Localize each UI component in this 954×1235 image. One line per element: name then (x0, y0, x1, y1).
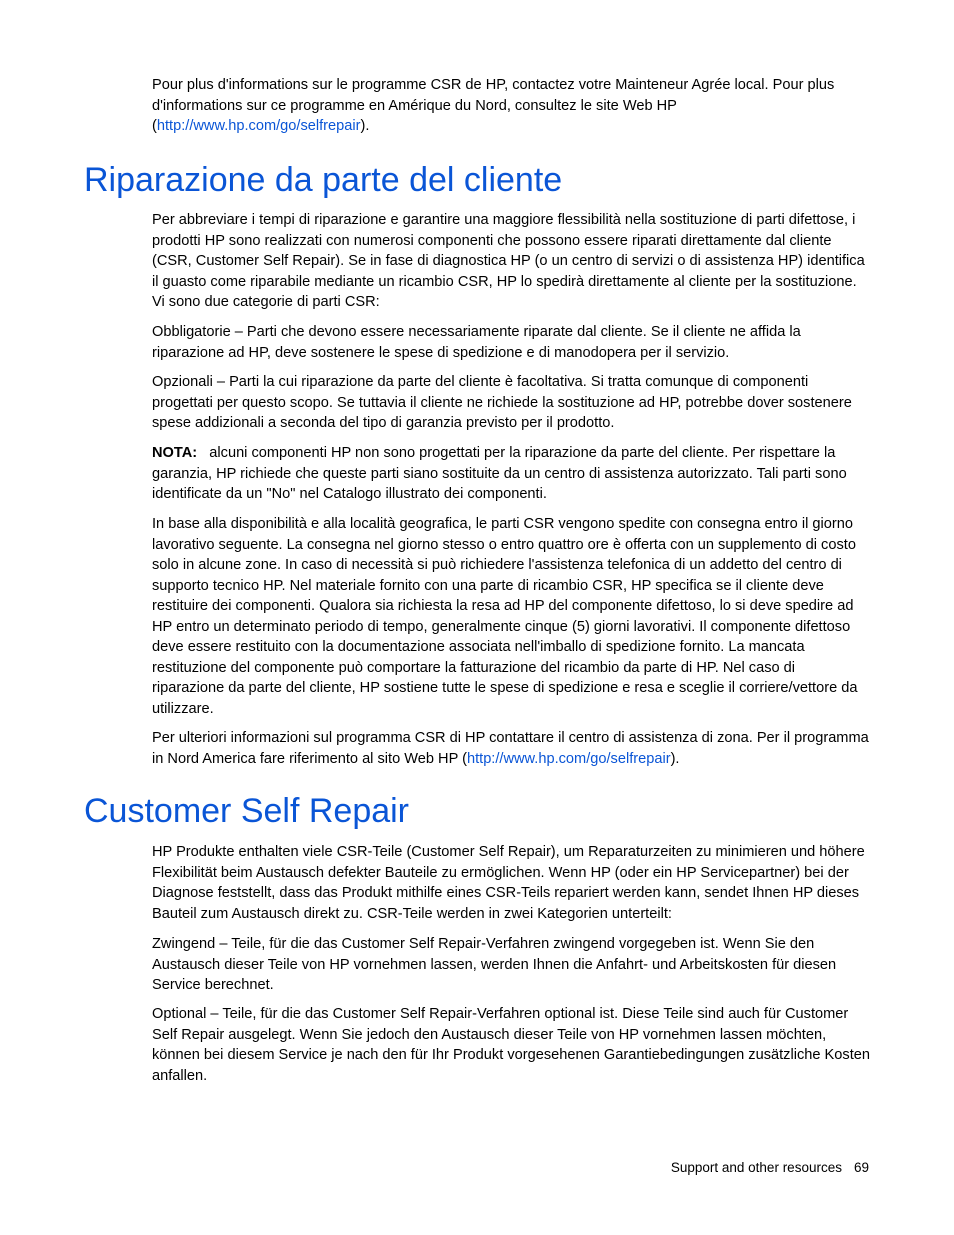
selfrepair-link[interactable]: http://www.hp.com/go/selfrepair (466, 750, 671, 767)
german-paragraph-2 (152, 934, 870, 996)
intro-text: Pour plus d'informations sur le programme CSR de HP, contactez votre Mainteneur Agrée local. Pour plus d'informations sur ce programme en Amérique du Nord, consultez le site Web HP ( (152, 77, 835, 134)
italian-paragraph-5 (152, 728, 870, 769)
paragraph-text: Per ulteriori informazioni sul programma CSR di HP contattare il centro di assistenza di zona. Per il programma in Nord America fare riferimento al sito Web HP ( (152, 730, 869, 767)
paragraph-text: Zwingend – Teile, für die das Customer Self Repair-Verfahren zwingend vorgegeben ist. Wenn Sie den Austausch dieser Teile von HP vornehmen lassen, werden Ihnen die Anfahrt- und Arbeitskosten für diesen Service berechnet. (152, 936, 837, 993)
paragraph-text: Optional – Teile, für die das Customer Self Repair-Verfahren optional ist. Diese Teile sind auch für Customer Self Repair ausgelegt. Wenn Sie jedoch den Austausch dieser Teile von HP vornehmen lassen möchten, können bei diesem Service je nach den für Ihr Produkt vorgesehenen Garantiebedingungen zusätzliche Kosten anfallen. (152, 1006, 870, 1084)
paragraph-text: In base alla disponibilità e alla località geografica, le parti CSR vengono spedite con consegna entro il giorno lavorativo seguente. La consegna nel giorno stesso o entro quattro ore è offerta con un supplemento di costo solo in alcune zone. In caso di necessità si può richiedere l'assistenza telefonica di un addetto del centro di supporto tecnico HP. Nel materiale fornito con una parte di ricambio CSR, HP specifica se il cliente deve restituire dei componenti. Qualora sia richiesta la resa ad HP del componente difettoso, lo si deve spedire ad HP entro un determinato periodo di tempo, generalmente cinque (5) giorni lavorativi. Il componente difettoso deve essere restituito con la documentazione associata nell'imballo di spedizione fornito. La mancata restituzione del componente può comportare la fatturazione del ricambio da parte di HP. Nel caso di riparazione da parte del cliente, HP sostiene tutte le spese di spedizione e resa e sceglie il corriere/vettore da utilizzare. (152, 516, 858, 717)
italian-paragraph-4 (152, 514, 870, 719)
paragraph-text: Obbligatorie – Parti che devono essere necessariamente riparate dal cliente. Se il cliente ne affida la riparazione ad HP, deve sostenere le spese di spedizione e di manodopera per il servizio. (152, 324, 801, 361)
section-heading-italian: Riparazione da parte del cliente (84, 161, 563, 199)
note-text: alcuni componenti HP non sono progettati per la riparazione da parte del cliente. Per rispettare la garanzia, HP richiede che queste parti siano sostituite da un centro di assistenza autorizzato. Tali parti sono identificate da un "No" nel Catalogo illustrato dei componenti. (152, 445, 847, 502)
section-heading-german: Customer Self Repair (84, 792, 410, 830)
german-paragraph-3 (152, 1004, 870, 1086)
page-number: 69 (853, 1160, 869, 1175)
paragraph-text: Per abbreviare i tempi di riparazione e garantire una maggiore flessibilità nella sostituzione di parti difettose, i prodotti HP sono realizzati con numerosi componenti che possono essere riparati direttamente dal cliente (CSR, Customer Self Repair). Se in fase di diagnostica HP (o un centro di servizi o di assistenza HP) identifica il guasto come riparabile mediante un ricambio CSR, HP lo spedirà direttamente al cliente per la sostituzione. Vi sono due categorie di parti CSR: (152, 212, 865, 310)
intro-paragraph (152, 75, 870, 137)
italian-paragraph-2 (152, 322, 870, 363)
selfrepair-link[interactable]: http://www.hp.com/go/selfrepair (156, 118, 361, 134)
german-paragraph-1 (152, 842, 870, 924)
intro-after: ). (360, 118, 370, 134)
note-label: NOTA: (152, 445, 198, 461)
note-block (152, 443, 870, 505)
paragraph-text: HP Produkte enthalten viele CSR-Teile (Customer Self Repair), um Reparaturzeiten zu minimieren und höhere Flexibilität beim Austausch defekter Bauteile zu ermöglichen. Wenn HP (oder ein HP Servicepartner) bei der Diagnose feststellt, dass das Produkt mithilfe eines CSR-Teils repariert werden kann, sendet Ihnen HP dieses Bauteil zum Austausch direkt zu. CSR-Teile werden in zwei Kategorien unterteilt: (152, 844, 865, 922)
paragraph-text: Opzionali – Parti la cui riparazione da parte del cliente è facoltativa. Si tratta comunque di componenti progettati per questo scopo. Se tuttavia il cliente ne richiede la sostituzione ad HP, potrebbe dover sostenere spese addizionali a seconda del tipo di garanzia previsto per il prodotto. (152, 374, 852, 431)
italian-paragraph-1 (152, 210, 870, 313)
footer-section-title: Support and other resources (670, 1160, 842, 1175)
italian-paragraph-3 (152, 372, 870, 434)
paragraph-after: ). (670, 750, 680, 767)
page-footer (671, 1158, 869, 1178)
